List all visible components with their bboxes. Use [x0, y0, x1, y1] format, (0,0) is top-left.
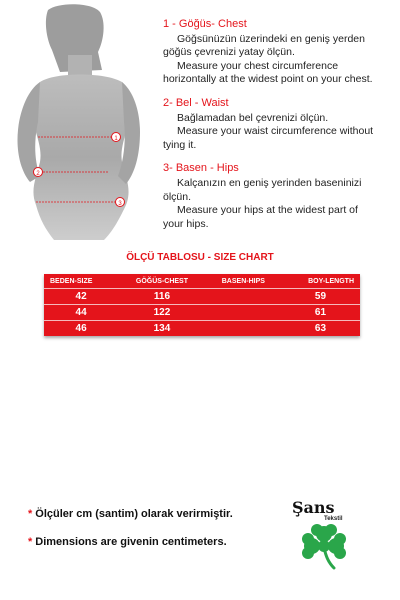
header-chest: GÖĞÜS-CHEST	[118, 274, 205, 289]
hips-title: 3- Basen - Hips	[163, 162, 239, 175]
table-row	[44, 289, 360, 305]
asterisk: *	[28, 536, 33, 548]
cell-hips	[206, 305, 281, 321]
note-turkish	[28, 508, 233, 520]
instruction-line: Measure your chest circumference	[177, 59, 339, 72]
instruction-line: Göğsünüzün üzerindeki en geniş yerden	[177, 32, 365, 45]
cell-length: 61	[281, 305, 360, 321]
instruction-line: göğüs çevrenizi yatay ölçün.	[163, 46, 295, 59]
cell-hips	[206, 321, 281, 337]
cell-size: 42	[44, 289, 118, 305]
cell-hips	[206, 289, 281, 305]
instruction-line: Kalçanızın en geniş yerinden baseninizi	[177, 176, 362, 189]
header-length: BOY-LENGTH	[281, 274, 360, 289]
cell-length: 63	[314, 323, 327, 334]
table-row	[44, 321, 360, 337]
waist-marker-label: 2	[36, 171, 40, 177]
instruction-line: Measure your waist circumference without	[177, 125, 374, 138]
instruction-line: horizontally at the widest point on your chest.	[163, 73, 373, 86]
note-english-text: Dimensions are givenin centimeters.	[35, 536, 227, 548]
measurement-instructions	[163, 18, 397, 241]
instruction-line: your hips.	[163, 217, 209, 230]
header-hips: BASEN-HIPS	[206, 274, 281, 289]
measurement-notes	[28, 508, 233, 564]
body-silhouette	[0, 0, 160, 240]
hips-marker-label: 3	[118, 201, 122, 207]
size-chart-table	[44, 274, 360, 336]
cell-size: 46	[75, 323, 87, 334]
note-english	[28, 536, 233, 548]
instruction-line: tying it.	[163, 138, 197, 151]
asterisk: *	[28, 508, 33, 520]
chest-title: 1 - Göğüs- Chest	[163, 18, 247, 30]
waist-marker	[34, 168, 43, 178]
logo-wordmark: Şans	[292, 498, 335, 517]
logo-subtitle: Tekstil	[324, 516, 343, 522]
chest-instructions	[163, 18, 397, 87]
note-turkish-text: Ölçüler cm (santim) olarak verirmiştir.	[35, 508, 233, 520]
table-header-row	[44, 274, 360, 289]
size-chart-title: ÖLÇÜ TABLOSU - SIZE CHART	[126, 252, 274, 263]
header-size: BEDEN-SIZE	[44, 274, 118, 289]
brand-logo	[290, 498, 360, 573]
table-row	[44, 305, 360, 321]
waist-title: 2- Bel - Waist	[163, 96, 229, 109]
hips-instructions	[163, 162, 397, 231]
waist-instructions	[163, 97, 397, 152]
chest-marker-label: 1	[114, 136, 118, 142]
instruction-line: ölçün.	[163, 190, 192, 203]
clover-icon	[300, 522, 348, 570]
chest-marker	[112, 133, 121, 143]
silhouette-drawing	[0, 0, 160, 240]
cell-chest: 116	[118, 289, 205, 305]
cell-size: 44	[44, 305, 118, 321]
cell-chest: 122	[118, 305, 205, 321]
instruction-line: Measure your hips at the widest part of	[177, 204, 358, 217]
hips-marker	[116, 198, 125, 208]
instruction-line: Bağlamadan bel çevrenizi ölçün.	[177, 111, 329, 124]
cell-length: 59	[281, 289, 360, 305]
cell-chest: 134	[153, 323, 171, 334]
